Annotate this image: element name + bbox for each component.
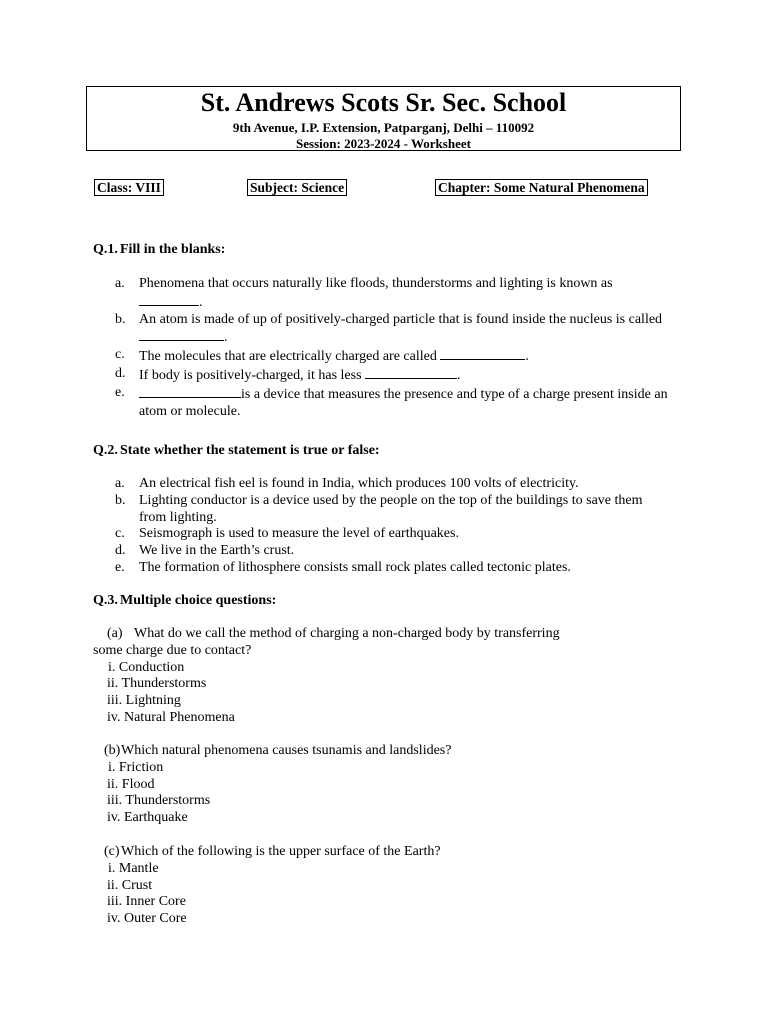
- mcq-option: iii. Inner Core: [107, 894, 186, 910]
- item-text: Phenomena that occurs naturally like floods, thunderstorms and lighting is known as: [139, 276, 613, 291]
- q1-title: [93, 242, 225, 258]
- item-text: The formation of lithosphere consists small rock plates called tectonic plates.: [139, 559, 571, 575]
- item-marker: b.: [115, 492, 126, 508]
- item-text: An electrical fish eel is found in India, which produces 100 volts of electricity.: [139, 476, 579, 491]
- mcq-option: iv. Natural Phenomena: [107, 709, 235, 725]
- item-marker: a.: [115, 276, 125, 291]
- answer-blank[interactable]: [139, 385, 241, 398]
- class-tag: Class: VIII: [94, 179, 164, 196]
- item-text: If body is positively-charged, it has less: [139, 367, 362, 383]
- school-address: 9th Avenue, I.P. Extension, Patparganj, Delhi – 110092: [232, 120, 535, 135]
- answer-blank[interactable]: [139, 293, 199, 306]
- school-header: [86, 86, 681, 151]
- answer-blank[interactable]: [440, 347, 525, 360]
- item-text-end: .: [199, 294, 203, 310]
- mcq-option: iv. Outer Core: [107, 911, 187, 927]
- q2-list: [115, 476, 645, 577]
- q2-number: Q.2.: [93, 443, 118, 458]
- mcq-marker: (c): [104, 844, 120, 859]
- q1-list: [115, 276, 675, 420]
- list-item: [115, 543, 645, 560]
- mcq-question-text: [93, 626, 653, 643]
- session-label: Session: 2023-2024 - Worksheet: [296, 136, 471, 151]
- mcq-question-text: [93, 844, 653, 861]
- list-item: [115, 526, 645, 543]
- mcq-text-continued: some charge due to contact?: [93, 642, 252, 658]
- mcq-option: ii. Thunderstorms: [107, 676, 207, 692]
- mcq-question: [93, 844, 653, 928]
- item-text-end: .: [457, 367, 461, 383]
- list-item: [115, 312, 675, 348]
- item-marker: e.: [115, 559, 125, 575]
- mcq-question: [93, 743, 653, 827]
- item-text-end: .: [525, 349, 529, 365]
- q3-title: [93, 593, 276, 609]
- item-marker: d.: [115, 543, 126, 559]
- mcq-question-text: [93, 743, 653, 760]
- mcq-option: i. Friction: [108, 759, 164, 775]
- school-name: St. Andrews Scots Sr. Sec. School: [200, 88, 567, 117]
- list-item: [115, 493, 645, 527]
- q1-heading: Fill in the blanks:: [120, 242, 226, 257]
- item-marker: c.: [115, 347, 125, 363]
- item-text: Seismograph is used to measure the level of earthquakes.: [139, 526, 459, 542]
- item-marker: a.: [115, 476, 125, 491]
- mcq-question: [93, 626, 653, 727]
- mcq-text: Which natural phenomena causes tsunamis and landslides?: [121, 743, 452, 758]
- list-item: [115, 476, 645, 493]
- mcq-option: iii. Lightning: [107, 693, 181, 709]
- mcq-option: i. Mantle: [108, 860, 159, 876]
- q2-heading: State whether the statement is true or false:: [120, 443, 380, 458]
- q3-number: Q.3.: [93, 593, 118, 608]
- mcq-text: Which of the following is the upper surface of the Earth?: [121, 844, 441, 859]
- answer-blank[interactable]: [139, 328, 224, 341]
- item-marker: e.: [115, 384, 125, 400]
- item-marker: b.: [115, 311, 126, 327]
- item-text: Lighting conductor is a device used by the people on the top of the buildings to save them from lighting.: [139, 492, 643, 525]
- chapter-tag: Chapter: Some Natural Phenomena: [435, 179, 648, 196]
- mcq-option: ii. Flood: [107, 776, 155, 792]
- list-item: [115, 347, 675, 366]
- item-marker: c.: [115, 526, 125, 542]
- list-item: [115, 385, 675, 421]
- list-item: [115, 276, 675, 312]
- item-text: An atom is made of up of positively-charged particle that is found inside the nucleus is called: [139, 311, 663, 327]
- list-item: [115, 366, 675, 385]
- answer-blank[interactable]: [365, 366, 457, 379]
- mcq-option: ii. Crust: [107, 877, 153, 893]
- mcq-marker: (b): [104, 743, 121, 758]
- mcq-option: iv. Earthquake: [107, 810, 188, 826]
- mcq-marker: (a): [107, 626, 123, 641]
- q2-title: [93, 443, 380, 459]
- item-text-end: .: [224, 330, 228, 346]
- item-text: The molecules that are electrically charged are called: [139, 349, 437, 365]
- q1-number: Q.1.: [93, 242, 118, 257]
- mcq-option: iii. Thunderstorms: [107, 793, 211, 809]
- mcq-text: What do we call the method of charging a non-charged body by transferring: [134, 626, 560, 641]
- subject-tag: Subject: Science: [247, 179, 347, 196]
- item-text-end: is a device that measures the presence and type of a charge present inside an atom or molecule.: [139, 386, 668, 419]
- list-item: [115, 560, 645, 577]
- q3-heading: Multiple choice questions:: [120, 593, 277, 608]
- item-marker: d.: [115, 365, 126, 381]
- item-text: We live in the Earth’s crust.: [139, 543, 295, 559]
- mcq-option: i. Conduction: [108, 659, 185, 675]
